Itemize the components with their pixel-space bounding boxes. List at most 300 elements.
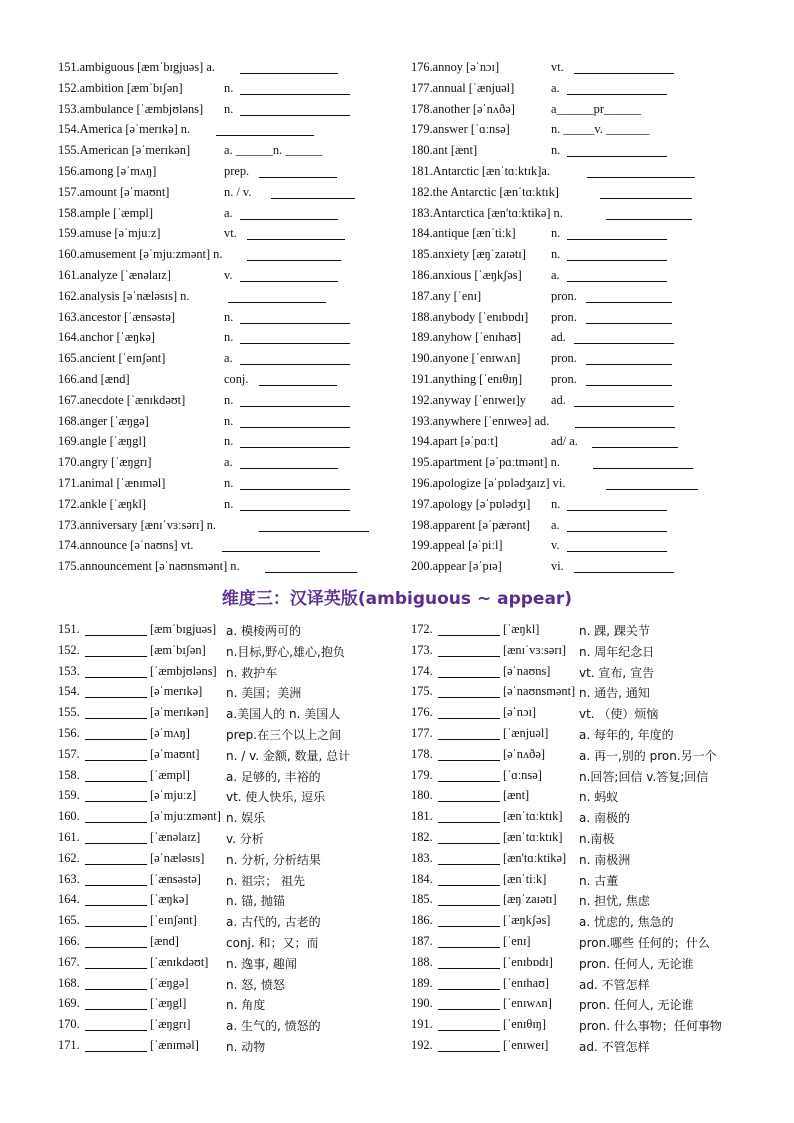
answer-blank[interactable] xyxy=(240,269,338,282)
answer-blank[interactable] xyxy=(438,935,500,948)
word-entry: 167.anecdote [ˈænɪkdəʊt] xyxy=(58,392,186,407)
answer-blank[interactable] xyxy=(85,665,147,678)
word-entry: 172.ankle [ˈæŋkl] xyxy=(58,496,147,511)
answer-blank[interactable] xyxy=(85,852,147,865)
answer-blank[interactable] xyxy=(438,685,500,698)
translation-row xyxy=(411,953,756,974)
answer-blank[interactable] xyxy=(85,685,147,698)
definition: a. 足够的, 丰裕的 xyxy=(226,769,321,784)
vocab-row xyxy=(58,453,388,474)
item-number: 177. xyxy=(411,725,433,740)
answer-blank[interactable] xyxy=(85,623,147,636)
translation-row xyxy=(411,807,756,828)
word-entry: 195.apartment [əˈpɑːtmənt] n. xyxy=(411,455,560,470)
item-number: 165. xyxy=(58,913,80,928)
item-number: 152. xyxy=(58,642,80,657)
part-of-speech: a. xyxy=(224,205,233,220)
answer-blank[interactable] xyxy=(575,415,675,428)
phonetic: [əˈmʌŋ] xyxy=(150,725,190,740)
word-entry: 171.animal [ˈænɪməl] xyxy=(58,475,166,490)
word-entry: 154.America [əˈmerɪkə] n. xyxy=(58,122,191,137)
phonetic: [ˈɑːnsə] xyxy=(503,767,542,782)
part2-right-column xyxy=(411,620,756,1057)
translation-row xyxy=(58,620,398,641)
vocab-row xyxy=(411,474,751,495)
definition: a. 古代的, 古老的 xyxy=(226,915,321,930)
part-of-speech: prep. xyxy=(224,163,250,178)
answer-blank[interactable] xyxy=(567,539,667,552)
part-of-speech: n. _____v. _______ xyxy=(551,122,650,137)
definition: a. 每年的, 年度的 xyxy=(579,727,674,742)
vocab-row xyxy=(58,391,388,412)
word-entry: 194.apart [əˈpɑːt] xyxy=(411,434,498,449)
answer-blank[interactable] xyxy=(574,331,674,344)
item-number: 168. xyxy=(58,975,80,990)
item-number: 192. xyxy=(411,1037,433,1052)
answer-blank[interactable] xyxy=(567,227,667,240)
part-of-speech: a. xyxy=(551,267,560,282)
answer-blank[interactable] xyxy=(438,873,500,886)
phonetic: [ænd] xyxy=(150,933,179,948)
definition: n. 角度 xyxy=(226,998,266,1013)
answer-blank[interactable] xyxy=(438,665,500,678)
definition: n. 逸事, 趣闻 xyxy=(226,956,297,971)
definition: v. 分析 xyxy=(226,831,264,846)
definition: a.美国人的 n. 美国人 xyxy=(226,707,341,722)
definition: vt. 宣布, 宣告 xyxy=(579,665,655,680)
translation-row xyxy=(411,641,756,662)
part-of-speech: vi. xyxy=(551,559,564,574)
phonetic: [əˈnɔɪ] xyxy=(503,705,537,720)
translation-row xyxy=(58,641,398,662)
answer-blank[interactable] xyxy=(240,311,350,324)
section-title: 维度三：汉译英版(ambiguous ~ appear) xyxy=(221,589,573,609)
phonetic: [ˈæŋgrɪ] xyxy=(150,1017,191,1032)
word-entry: 187.any [ˈenɪ] xyxy=(411,288,482,303)
part-of-speech: ad/ a. xyxy=(551,434,578,449)
vocab-row xyxy=(58,58,388,79)
answer-blank[interactable] xyxy=(567,498,667,511)
phonetic: [ˈænɪkdəʊt] xyxy=(150,954,209,969)
definition: pron. 什么事物；任何事物 xyxy=(579,1019,722,1034)
vocab-row xyxy=(411,224,751,245)
answer-blank[interactable] xyxy=(567,248,667,261)
answer-blank[interactable] xyxy=(574,560,674,573)
definition: a. 南极的 xyxy=(579,811,630,826)
word-entry: 180.ant [ænt] xyxy=(411,143,478,158)
part1-left-column xyxy=(58,58,388,578)
part-of-speech: vt. xyxy=(224,226,237,241)
answer-blank[interactable] xyxy=(85,997,147,1010)
answer-blank[interactable] xyxy=(438,789,500,802)
definition: n. 通告, 通知 xyxy=(579,686,650,701)
answer-blank[interactable] xyxy=(574,61,674,74)
answer-blank[interactable] xyxy=(587,165,695,178)
answer-blank[interactable] xyxy=(240,435,350,448)
answer-blank[interactable] xyxy=(85,1039,147,1052)
phonetic: [əˈmerɪkən] xyxy=(150,705,209,720)
vocab-row xyxy=(58,245,388,266)
answer-blank[interactable] xyxy=(574,394,674,407)
word-entry: 153.ambulance [ˈæmbjʊləns] xyxy=(58,101,204,116)
item-number: 183. xyxy=(411,850,433,865)
vocab-row xyxy=(58,224,388,245)
definition: ad. 不管怎样 xyxy=(579,977,650,992)
vocab-row xyxy=(58,308,388,329)
translation-row xyxy=(58,994,398,1015)
answer-blank[interactable] xyxy=(271,186,355,199)
answer-blank[interactable] xyxy=(438,1039,500,1052)
answer-blank[interactable] xyxy=(592,435,678,448)
word-entry: 190.anyone [ˈenɪwʌn] xyxy=(411,351,521,366)
part-of-speech: ad. xyxy=(551,392,566,407)
definition: n. 娱乐 xyxy=(226,811,266,826)
definition: n. 周年纪念日 xyxy=(579,644,655,659)
vocab-row xyxy=(411,100,751,121)
answer-blank[interactable] xyxy=(567,82,667,95)
item-number: 185. xyxy=(411,892,433,907)
answer-blank[interactable] xyxy=(85,956,147,969)
definition: n. 分析, 分析结果 xyxy=(226,852,321,867)
part-of-speech: n. xyxy=(224,496,234,511)
phonetic: [ˈænəlaɪz] xyxy=(150,829,201,844)
translation-row xyxy=(58,682,398,703)
answer-blank[interactable] xyxy=(240,456,338,469)
definition: n. 动物 xyxy=(226,1039,266,1054)
phonetic: [ˈænsəstə] xyxy=(150,871,201,886)
translation-row xyxy=(58,974,398,995)
answer-blank[interactable] xyxy=(567,519,667,532)
answer-blank[interactable] xyxy=(85,914,147,927)
word-entry: 162.analysis [əˈnæləsɪs] n. xyxy=(58,288,190,303)
answer-blank[interactable] xyxy=(593,456,693,469)
word-entry: 199.appeal [əˈpiːl] xyxy=(411,538,503,553)
part-of-speech: a. xyxy=(551,517,560,532)
answer-blank[interactable] xyxy=(228,290,326,303)
part-of-speech: n. xyxy=(224,309,234,324)
phonetic: [ˈenɪ] xyxy=(503,933,531,948)
phonetic: [ˈæŋgə] xyxy=(150,975,189,990)
translation-row xyxy=(58,953,398,974)
answer-blank[interactable] xyxy=(240,82,350,95)
part-of-speech: n. xyxy=(224,413,234,428)
definition: ad. 不管怎样 xyxy=(579,1039,650,1054)
answer-blank[interactable] xyxy=(438,769,500,782)
vocab-row xyxy=(58,120,388,141)
item-number: 184. xyxy=(411,871,433,886)
word-entry: 155.American [əˈmerɪkən] xyxy=(58,143,191,158)
part-of-speech: n. xyxy=(224,330,234,345)
vocab-row xyxy=(411,162,751,183)
phonetic: [əˈmerɪkə] xyxy=(150,684,203,699)
answer-blank[interactable] xyxy=(85,789,147,802)
answer-blank[interactable] xyxy=(85,1018,147,1031)
word-entry: 193.anywhere [ˈenɪweə] ad. xyxy=(411,413,550,428)
vocab-row xyxy=(411,79,751,100)
definition: prep.在三个以上之间 xyxy=(226,727,342,742)
word-entry: 157.amount [əˈmaʊnt] xyxy=(58,184,170,199)
answer-blank[interactable] xyxy=(85,831,147,844)
answer-blank[interactable] xyxy=(85,769,147,782)
answer-blank[interactable] xyxy=(438,914,500,927)
answer-blank[interactable] xyxy=(438,644,500,657)
item-number: 187. xyxy=(411,933,433,948)
answer-blank[interactable] xyxy=(438,893,500,906)
answer-blank[interactable] xyxy=(247,227,345,240)
part-of-speech: n. xyxy=(551,226,561,241)
answer-blank[interactable] xyxy=(240,352,350,365)
part-of-speech: pron. xyxy=(551,371,577,386)
word-entry: 177.annual [ˈænjuəl] xyxy=(411,80,515,95)
item-number: 175. xyxy=(411,684,433,699)
answer-blank[interactable] xyxy=(240,394,350,407)
answer-blank[interactable] xyxy=(438,852,500,865)
answer-blank[interactable] xyxy=(600,186,692,199)
item-number: 169. xyxy=(58,996,80,1011)
answer-blank[interactable] xyxy=(222,539,320,552)
item-number: 191. xyxy=(411,1017,433,1032)
translation-row xyxy=(411,994,756,1015)
definition: pron.哪些 任何的；什么 xyxy=(579,935,710,950)
item-number: 157. xyxy=(58,746,80,761)
word-entry: 158.ample [ˈæmpl] xyxy=(58,205,153,220)
part1-right-column xyxy=(411,58,751,578)
word-entry: 189.anyhow [ˈenɪhaʊ] xyxy=(411,330,522,345)
word-entry: 173.anniversary [ænɪˈvɜːsərɪ] n. xyxy=(58,517,216,532)
phonetic: [æn'tɑːktikə] xyxy=(503,850,567,865)
definition: a. 生气的, 愤怒的 xyxy=(226,1019,321,1034)
word-entry: 170.angry [ˈæŋgrɪ] xyxy=(58,455,152,470)
definition: n. 南极洲 xyxy=(579,852,631,867)
part-of-speech: vt. xyxy=(551,60,564,74)
phonetic: [ænɪˈvɜːsərɪ] xyxy=(503,642,567,657)
answer-blank[interactable] xyxy=(85,810,147,823)
answer-blank[interactable] xyxy=(85,727,147,740)
item-number: 189. xyxy=(411,975,433,990)
phonetic: [ˈæŋgl] xyxy=(150,996,187,1011)
answer-blank[interactable] xyxy=(85,977,147,990)
vocab-row xyxy=(411,370,751,391)
answer-blank[interactable] xyxy=(438,831,500,844)
answer-blank[interactable] xyxy=(85,873,147,886)
word-entry: 184.antique [ænˈtiːk] xyxy=(411,226,516,241)
translation-row xyxy=(411,620,756,641)
phonetic: [əˈmaʊnt] xyxy=(150,746,200,761)
phonetic: [ˈeɪnʃənt] xyxy=(150,913,197,928)
vocab-row xyxy=(411,432,751,453)
item-number: 188. xyxy=(411,954,433,969)
vocab-row xyxy=(58,432,388,453)
definition: n. 祖宗； 祖先 xyxy=(226,873,306,888)
item-number: 158. xyxy=(58,767,80,782)
item-number: 167. xyxy=(58,954,80,969)
translation-row xyxy=(411,974,756,995)
answer-blank[interactable] xyxy=(247,248,341,261)
item-number: 190. xyxy=(411,996,433,1011)
answer-blank[interactable] xyxy=(216,123,314,136)
phonetic: [ænˈtɑːktɪk] xyxy=(503,829,563,844)
word-entry: 179.answer [ˈɑːnsə] xyxy=(411,122,510,137)
translation-row xyxy=(411,932,756,953)
answer-blank[interactable] xyxy=(567,144,667,157)
definition: conj. 和；又；而 xyxy=(226,935,319,950)
item-number: 173. xyxy=(411,642,433,657)
translation-row xyxy=(58,911,398,932)
phonetic: [əˈmjuːzmənt] xyxy=(150,809,221,824)
phonetic: [æmˈbɪʃən] xyxy=(150,642,206,657)
word-entry: 160.amusement [əˈmjuːzmənt] n. xyxy=(58,247,223,262)
item-number: 171. xyxy=(58,1037,80,1052)
item-number: 160. xyxy=(58,809,80,824)
translation-row xyxy=(58,662,398,683)
part-of-speech: n. xyxy=(551,247,561,262)
item-number: 159. xyxy=(58,788,80,803)
answer-blank[interactable] xyxy=(438,727,500,740)
word-entry: 183.Antarctica [æn'tɑːktikə] n. xyxy=(411,205,563,220)
answer-blank[interactable] xyxy=(438,748,500,761)
item-number: 170. xyxy=(58,1017,80,1032)
vocab-row xyxy=(411,141,751,162)
answer-blank[interactable] xyxy=(438,810,500,823)
answer-blank[interactable] xyxy=(606,207,692,220)
phonetic: [ænt] xyxy=(503,788,530,803)
answer-blank[interactable] xyxy=(438,1018,500,1031)
phonetic: [ˈæmbjʊləns] xyxy=(150,663,217,678)
definition: a. 忧虑的, 焦急的 xyxy=(579,915,674,930)
answer-blank[interactable] xyxy=(438,997,500,1010)
item-number: 182. xyxy=(411,829,433,844)
vocab-row xyxy=(58,204,388,225)
item-number: 154. xyxy=(58,684,80,699)
word-entry: 192.anyway [ˈenɪweɪ]y xyxy=(411,392,526,407)
answer-blank[interactable] xyxy=(259,373,337,386)
phonetic: [ˈenɪbɒdɪ] xyxy=(503,954,553,969)
answer-blank[interactable] xyxy=(240,331,350,344)
item-number: 156. xyxy=(58,725,80,740)
definition: n. 踝, 踝关节 xyxy=(579,624,650,638)
word-entry: 188.anybody [ˈenɪbɒdɪ] xyxy=(411,309,529,324)
answer-blank[interactable] xyxy=(85,748,147,761)
answer-blank[interactable] xyxy=(586,373,672,386)
item-number: 186. xyxy=(411,913,433,928)
word-entry: 166.and [ænd] xyxy=(58,371,130,386)
answer-blank[interactable] xyxy=(438,623,500,636)
definition: n. 蚂蚁 xyxy=(579,790,619,805)
answer-blank[interactable] xyxy=(586,290,672,303)
answer-blank[interactable] xyxy=(85,935,147,948)
part2-left-column xyxy=(58,620,398,1057)
translation-row xyxy=(411,682,756,703)
item-number: 181. xyxy=(411,809,433,824)
definition: n.南极 xyxy=(579,831,615,846)
vocab-row xyxy=(411,204,751,225)
vocab-row xyxy=(411,516,751,537)
phonetic: [ˈænɪməl] xyxy=(150,1037,199,1052)
translation-row xyxy=(58,745,398,766)
answer-blank[interactable] xyxy=(606,477,698,490)
answer-blank[interactable] xyxy=(438,977,500,990)
word-entry: 176.annoy [əˈnɔɪ] xyxy=(411,60,500,74)
vocab-row xyxy=(411,391,751,412)
vocab-row xyxy=(411,183,751,204)
answer-blank[interactable] xyxy=(85,706,147,719)
word-entry: 191.anything [ˈenɪθɪŋ] xyxy=(411,371,523,386)
answer-blank[interactable] xyxy=(240,103,350,116)
translation-row xyxy=(58,703,398,724)
item-number: 163. xyxy=(58,871,80,886)
part-of-speech: n. xyxy=(224,392,234,407)
answer-blank[interactable] xyxy=(586,311,672,324)
phonetic: [ˈæmpl] xyxy=(150,767,190,782)
answer-blank[interactable] xyxy=(259,165,337,178)
translation-row xyxy=(58,807,398,828)
answer-blank[interactable] xyxy=(240,207,338,220)
part-of-speech: n. xyxy=(224,101,234,116)
translation-row xyxy=(58,932,398,953)
vocab-row xyxy=(411,58,751,79)
word-entry: 175.announcement [əˈnaʊnsmənt] n. xyxy=(58,559,240,574)
part-of-speech: v. xyxy=(551,538,560,553)
vocab-row xyxy=(411,453,751,474)
phonetic: [ˈenɪwʌn] xyxy=(503,996,552,1011)
answer-blank[interactable] xyxy=(438,956,500,969)
phonetic: [əˈnʌðə] xyxy=(503,746,545,761)
item-number: 176. xyxy=(411,705,433,720)
translation-row xyxy=(411,703,756,724)
definition: n.目标,野心,雄心,抱负 xyxy=(226,644,345,659)
answer-blank[interactable] xyxy=(85,893,147,906)
vocab-row xyxy=(58,536,388,557)
answer-blank[interactable] xyxy=(240,61,338,74)
definition: n. 怒, 愤怒 xyxy=(226,977,285,992)
translation-row xyxy=(411,724,756,745)
answer-blank[interactable] xyxy=(265,560,357,573)
answer-blank[interactable] xyxy=(240,415,350,428)
part-of-speech: pron. xyxy=(551,309,577,324)
word-entry: 161.analyze [ˈænəlaɪz] xyxy=(58,267,171,282)
item-number: 178. xyxy=(411,746,433,761)
word-entry: 165.ancient [ˈeɪnʃənt] xyxy=(58,351,166,366)
translation-row xyxy=(411,1015,756,1036)
vocab-row xyxy=(411,536,751,557)
vocab-row xyxy=(411,495,751,516)
item-number: 166. xyxy=(58,933,80,948)
translation-row xyxy=(58,1015,398,1036)
answer-blank[interactable] xyxy=(240,498,350,511)
answer-blank[interactable] xyxy=(259,519,369,532)
part-of-speech: n. / v. xyxy=(224,184,252,199)
translation-row xyxy=(411,1036,756,1057)
item-number: 164. xyxy=(58,892,80,907)
phonetic: [æmˈbɪgjuəs] xyxy=(150,622,217,636)
answer-blank[interactable] xyxy=(586,352,672,365)
part-of-speech: ad. xyxy=(551,330,566,345)
phonetic: [ˈænjuəl] xyxy=(503,725,549,740)
word-entry: 151.ambiguous [æmˈbɪgjuəs] a. xyxy=(58,60,215,74)
answer-blank[interactable] xyxy=(240,477,350,490)
vocab-row xyxy=(58,183,388,204)
word-entry: 174.announce [əˈnaʊns] vt. xyxy=(58,538,194,553)
answer-blank[interactable] xyxy=(567,269,667,282)
item-number: 179. xyxy=(411,767,433,782)
translation-row xyxy=(411,766,756,787)
word-entry: 197.apology [əˈpɒlədʒɪ] xyxy=(411,496,531,511)
answer-blank[interactable] xyxy=(438,706,500,719)
translation-row xyxy=(58,890,398,911)
answer-blank[interactable] xyxy=(85,644,147,657)
vocab-row xyxy=(411,308,751,329)
word-entry: 163.ancestor [ˈænsəstə] xyxy=(58,309,175,324)
